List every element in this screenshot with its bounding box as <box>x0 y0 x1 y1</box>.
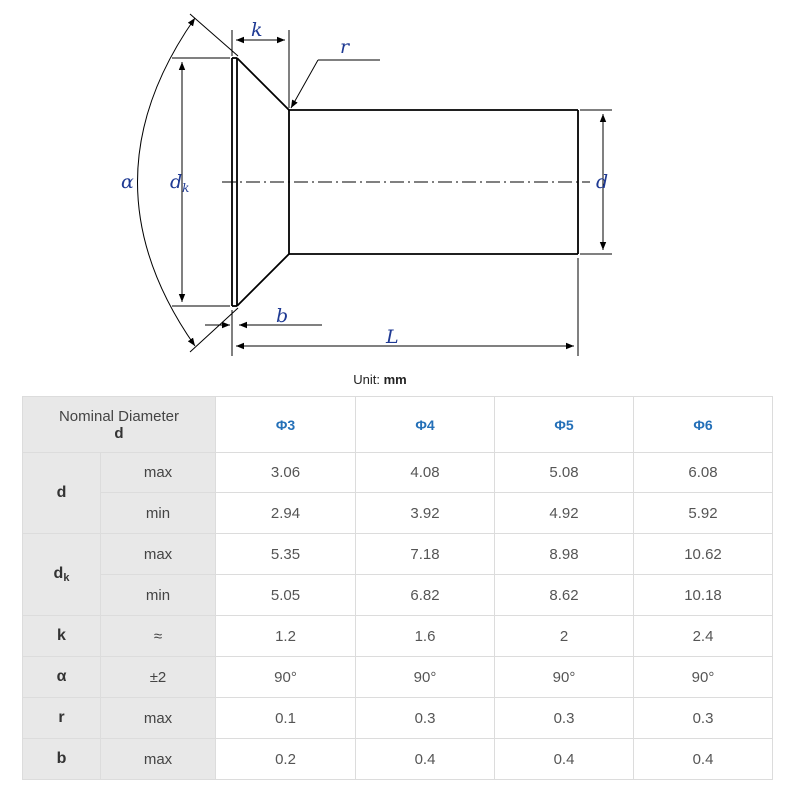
unit-caption <box>0 372 760 387</box>
dk-label: $d_k$ <box>170 171 190 195</box>
row-sub-label: min <box>101 493 216 534</box>
row-sub-label: max <box>101 534 216 575</box>
cell-value: 90° <box>634 657 773 698</box>
table-row <box>23 739 773 780</box>
cell-value: 90° <box>495 657 634 698</box>
cell-value: 2 <box>495 616 634 657</box>
cell-value: 0.4 <box>356 739 495 780</box>
row-head-dk-main: d <box>53 565 64 582</box>
cell-value: 5.92 <box>634 493 773 534</box>
alpha-label: α <box>121 171 134 193</box>
row-head-alpha: α <box>23 657 101 698</box>
nominal-diameter-symbol: d <box>114 424 124 442</box>
rivet-drawing <box>0 0 800 365</box>
cell-value: 5.05 <box>216 575 356 616</box>
cell-value: 1.2 <box>216 616 356 657</box>
r-label: r <box>340 36 350 58</box>
row-head-k: k <box>23 616 101 657</box>
cell-value: 0.3 <box>634 698 773 739</box>
row-head-dk <box>23 534 101 616</box>
unit-value: mm <box>383 372 407 387</box>
table-row <box>23 575 773 616</box>
cell-value: 90° <box>216 657 356 698</box>
table-row <box>23 657 773 698</box>
row-sub-label: min <box>101 575 216 616</box>
nominal-diameter-header <box>23 397 216 453</box>
col-header-phi5: Φ5 <box>495 397 634 453</box>
row-sub-label: max <box>101 453 216 493</box>
d-label: d <box>596 171 609 193</box>
table-row <box>23 453 773 493</box>
cell-value: 3.06 <box>216 453 356 493</box>
k-label: k <box>251 19 263 41</box>
col-header-phi6: Φ6 <box>634 397 773 453</box>
table-row <box>23 616 773 657</box>
col-header-phi4: Φ4 <box>356 397 495 453</box>
table-row <box>23 534 773 575</box>
row-head-d: d <box>23 453 101 534</box>
cell-value: 2.4 <box>634 616 773 657</box>
cell-value: 0.1 <box>216 698 356 739</box>
row-sub-label: ±2 <box>101 657 216 698</box>
spec-table <box>22 396 773 780</box>
cell-value: 2.94 <box>216 493 356 534</box>
nominal-diameter-title: Nominal Diameter <box>58 407 180 425</box>
row-head-dk-sub: k <box>63 572 70 584</box>
table-row <box>23 698 773 739</box>
cell-value: 10.18 <box>634 575 773 616</box>
cell-value: 10.62 <box>634 534 773 575</box>
cell-value: 0.2 <box>216 739 356 780</box>
cell-value: 8.98 <box>495 534 634 575</box>
cell-value: 4.92 <box>495 493 634 534</box>
cell-value: 3.92 <box>356 493 495 534</box>
cell-value: 90° <box>356 657 495 698</box>
row-sub-label: max <box>101 698 216 739</box>
cell-value: 7.18 <box>356 534 495 575</box>
unit-prefix: Unit: <box>353 372 380 387</box>
b-label: b <box>276 305 289 327</box>
cell-value: 5.35 <box>216 534 356 575</box>
row-head-r: r <box>23 698 101 739</box>
cell-value: 8.62 <box>495 575 634 616</box>
cell-value: 6.08 <box>634 453 773 493</box>
cell-value: 5.08 <box>495 453 634 493</box>
cell-value: 1.6 <box>356 616 495 657</box>
cell-value: 0.3 <box>495 698 634 739</box>
cell-value: 0.3 <box>356 698 495 739</box>
row-head-b: b <box>23 739 101 780</box>
table-header-row <box>23 397 773 453</box>
cell-value: 0.4 <box>495 739 634 780</box>
dimension-lines <box>138 14 613 356</box>
row-sub-label: max <box>101 739 216 780</box>
cell-value: 4.08 <box>356 453 495 493</box>
row-sub-label: ≈ <box>101 616 216 657</box>
cell-value: 6.82 <box>356 575 495 616</box>
cell-value: 0.4 <box>634 739 773 780</box>
col-header-phi3: Φ3 <box>216 397 356 453</box>
L-label: L <box>386 326 399 348</box>
table-row <box>23 493 773 534</box>
